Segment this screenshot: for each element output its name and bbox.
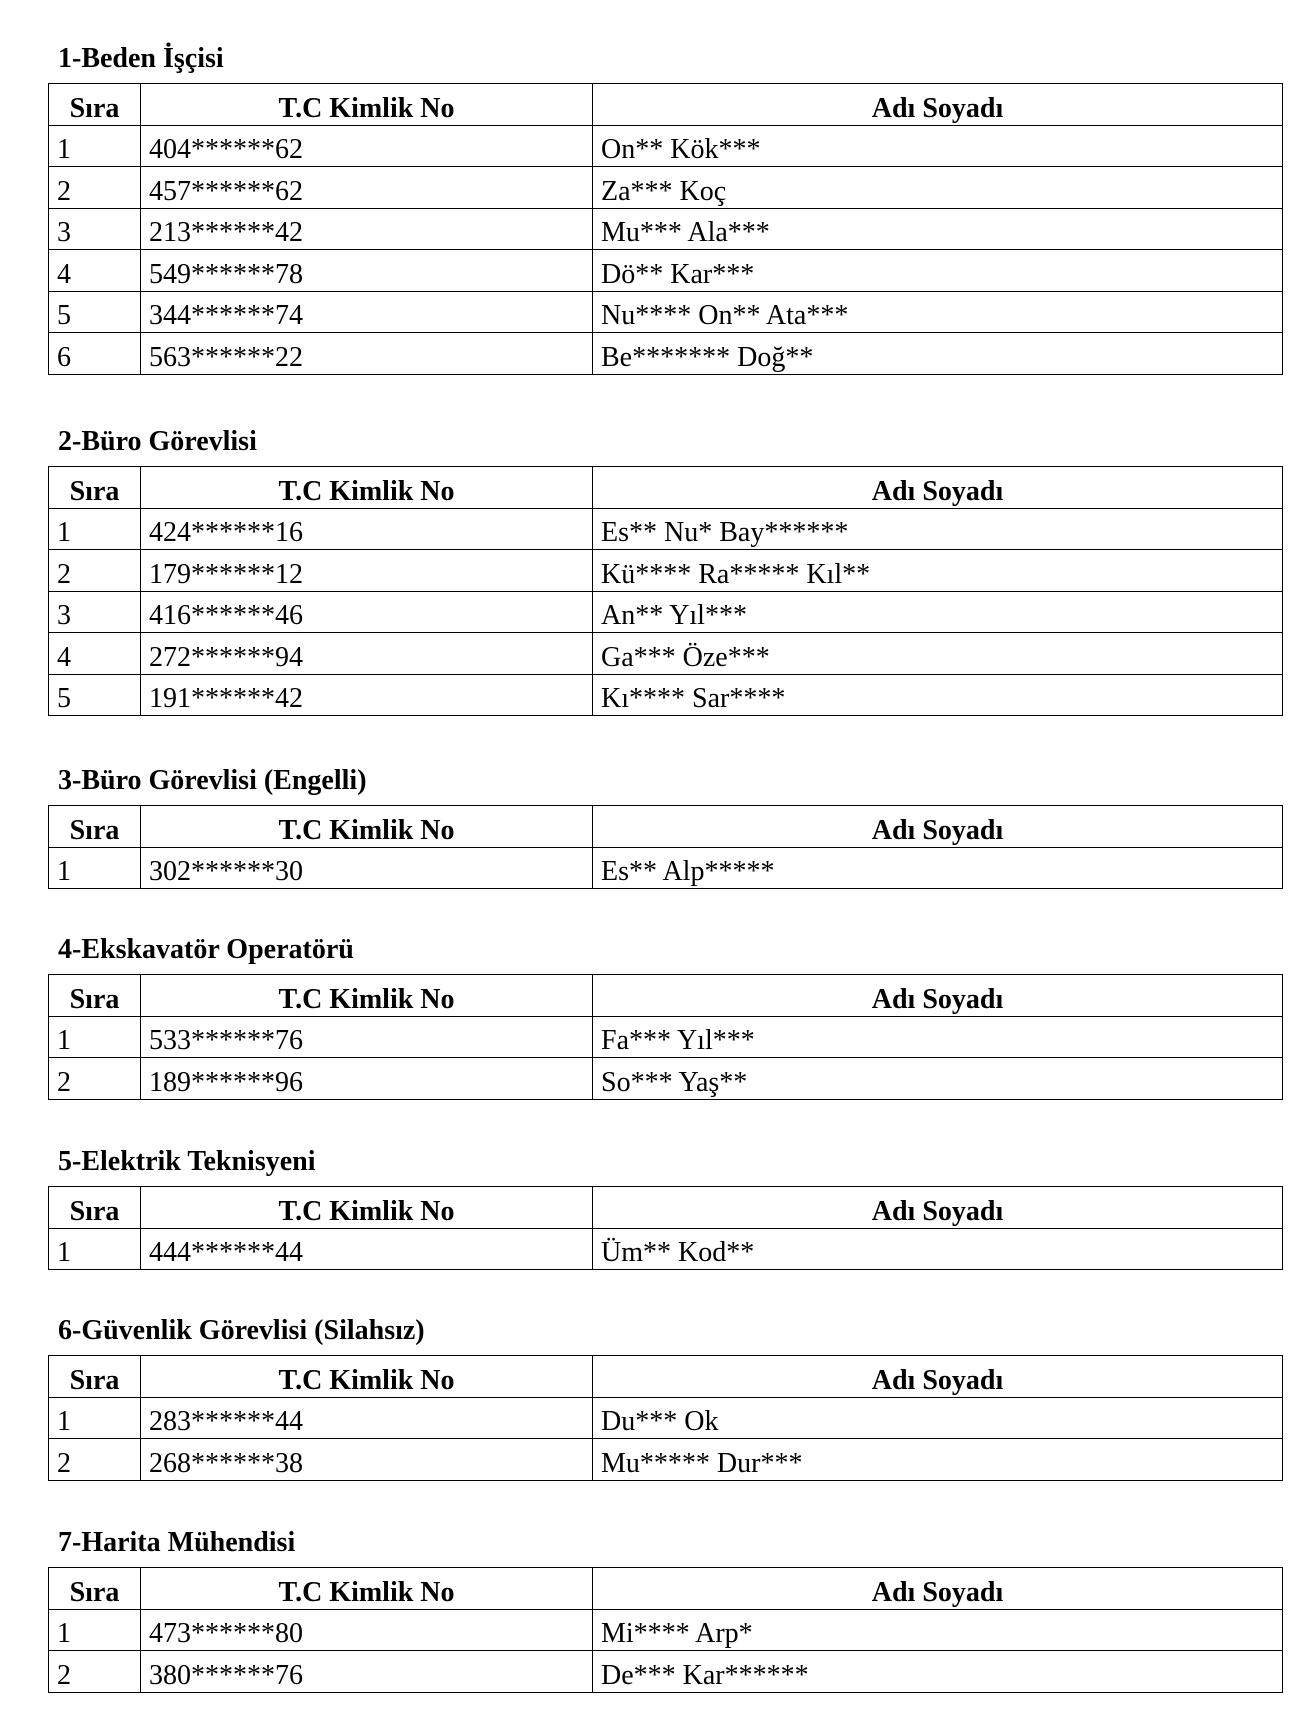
cell-sira: 1 [49, 847, 141, 889]
table-row [49, 1228, 1283, 1270]
section-title: 3-Büro Görevlisi (Engelli) [58, 765, 367, 796]
cell-tc-kimlik-no: 563******22 [141, 333, 593, 375]
header-tc-kimlik-no: T.C Kimlik No [141, 1568, 593, 1610]
cell-tc-kimlik-no: 533******76 [141, 1016, 593, 1058]
cell-tc-kimlik-no: 404******62 [141, 125, 593, 167]
cell-tc-kimlik-no: 424******16 [141, 508, 593, 550]
table-row [49, 1609, 1283, 1651]
cell-sira: 4 [49, 250, 141, 292]
cell-tc-kimlik-no: 283******44 [141, 1397, 593, 1439]
cell-adi-soyadi: An** Yıl*** [593, 591, 1283, 633]
table-row [49, 847, 1283, 889]
cell-adi-soyadi: Nu**** On** Ata*** [593, 291, 1283, 333]
cell-adi-soyadi: Üm** Kod** [593, 1228, 1283, 1270]
header-sira: Sıra [49, 806, 141, 848]
cell-adi-soyadi: Es** Alp***** [593, 847, 1283, 889]
header-tc-kimlik-no: T.C Kimlik No [141, 1187, 593, 1229]
header-adi-soyadi: Adı Soyadı [593, 975, 1283, 1017]
header-tc-kimlik-no: T.C Kimlik No [141, 1356, 593, 1398]
cell-adi-soyadi: So*** Yaş** [593, 1058, 1283, 1100]
header-adi-soyadi: Adı Soyadı [593, 1356, 1283, 1398]
table-row [49, 208, 1283, 250]
cell-sira: 1 [49, 1228, 141, 1270]
table-row [49, 1058, 1283, 1100]
cell-sira: 6 [49, 333, 141, 375]
cell-sira: 5 [49, 674, 141, 716]
cell-tc-kimlik-no: 444******44 [141, 1228, 593, 1270]
section-title: 6-Güvenlik Görevlisi (Silahsız) [58, 1315, 425, 1346]
cell-adi-soyadi: Za*** Koç [593, 167, 1283, 209]
roster-table [48, 466, 1283, 716]
cell-sira: 3 [49, 591, 141, 633]
cell-adi-soyadi: Mu***** Dur*** [593, 1439, 1283, 1481]
cell-tc-kimlik-no: 268******38 [141, 1439, 593, 1481]
table-row [49, 125, 1283, 167]
header-adi-soyadi: Adı Soyadı [593, 467, 1283, 509]
header-tc-kimlik-no: T.C Kimlik No [141, 975, 593, 1017]
cell-adi-soyadi: Kü**** Ra***** Kıl** [593, 550, 1283, 592]
table-row [49, 674, 1283, 716]
cell-sira: 3 [49, 208, 141, 250]
cell-sira: 1 [49, 125, 141, 167]
table-row [49, 167, 1283, 209]
header-tc-kimlik-no: T.C Kimlik No [141, 84, 593, 126]
roster-table [48, 1567, 1283, 1693]
cell-adi-soyadi: Fa*** Yıl*** [593, 1016, 1283, 1058]
header-adi-soyadi: Adı Soyadı [593, 1568, 1283, 1610]
table-header-row [49, 467, 1283, 509]
table-header-row [49, 975, 1283, 1017]
section-title: 1-Beden İşçisi [58, 43, 224, 74]
header-sira: Sıra [49, 1187, 141, 1229]
cell-tc-kimlik-no: 302******30 [141, 847, 593, 889]
cell-tc-kimlik-no: 380******76 [141, 1651, 593, 1693]
cell-tc-kimlik-no: 179******12 [141, 550, 593, 592]
cell-adi-soyadi: Du*** Ok [593, 1397, 1283, 1439]
table-header-row [49, 1187, 1283, 1229]
header-sira: Sıra [49, 975, 141, 1017]
table-row [49, 1651, 1283, 1693]
cell-tc-kimlik-no: 457******62 [141, 167, 593, 209]
table-row [49, 1439, 1283, 1481]
section-title: 4-Ekskavatör Operatörü [58, 934, 354, 965]
cell-tc-kimlik-no: 473******80 [141, 1609, 593, 1651]
table-row [49, 333, 1283, 375]
cell-sira: 1 [49, 1609, 141, 1651]
cell-adi-soyadi: Dö** Kar*** [593, 250, 1283, 292]
cell-adi-soyadi: Es** Nu* Bay****** [593, 508, 1283, 550]
cell-tc-kimlik-no: 416******46 [141, 591, 593, 633]
cell-sira: 2 [49, 1651, 141, 1693]
header-sira: Sıra [49, 84, 141, 126]
cell-tc-kimlik-no: 191******42 [141, 674, 593, 716]
roster-table [48, 83, 1283, 375]
table-row [49, 591, 1283, 633]
table-header-row [49, 1356, 1283, 1398]
table-row [49, 550, 1283, 592]
roster-table [48, 805, 1283, 889]
header-sira: Sıra [49, 1568, 141, 1610]
header-adi-soyadi: Adı Soyadı [593, 1187, 1283, 1229]
header-tc-kimlik-no: T.C Kimlik No [141, 806, 593, 848]
cell-tc-kimlik-no: 549******78 [141, 250, 593, 292]
table-row [49, 291, 1283, 333]
header-sira: Sıra [49, 1356, 141, 1398]
roster-table [48, 1186, 1283, 1270]
cell-sira: 2 [49, 550, 141, 592]
cell-sira: 2 [49, 1439, 141, 1481]
cell-sira: 2 [49, 167, 141, 209]
header-tc-kimlik-no: T.C Kimlik No [141, 467, 593, 509]
section-title: 5-Elektrik Teknisyeni [58, 1146, 316, 1177]
cell-sira: 1 [49, 1016, 141, 1058]
table-header-row [49, 84, 1283, 126]
table-row [49, 250, 1283, 292]
table-row [49, 1016, 1283, 1058]
cell-sira: 4 [49, 633, 141, 675]
section-title: 7-Harita Mühendisi [58, 1527, 296, 1558]
cell-sira: 2 [49, 1058, 141, 1100]
cell-adi-soyadi: Mu*** Ala*** [593, 208, 1283, 250]
header-sira: Sıra [49, 467, 141, 509]
cell-tc-kimlik-no: 344******74 [141, 291, 593, 333]
roster-table [48, 974, 1283, 1100]
cell-adi-soyadi: Ga*** Öze*** [593, 633, 1283, 675]
section-title: 2-Büro Görevlisi [58, 426, 257, 457]
table-row [49, 508, 1283, 550]
table-header-row [49, 806, 1283, 848]
cell-tc-kimlik-no: 213******42 [141, 208, 593, 250]
table-row [49, 633, 1283, 675]
roster-table [48, 1355, 1283, 1481]
cell-sira: 5 [49, 291, 141, 333]
cell-tc-kimlik-no: 272******94 [141, 633, 593, 675]
header-adi-soyadi: Adı Soyadı [593, 84, 1283, 126]
cell-adi-soyadi: De*** Kar****** [593, 1651, 1283, 1693]
cell-adi-soyadi: Be******* Doğ** [593, 333, 1283, 375]
cell-sira: 1 [49, 508, 141, 550]
cell-adi-soyadi: Kı**** Sar**** [593, 674, 1283, 716]
header-adi-soyadi: Adı Soyadı [593, 806, 1283, 848]
cell-adi-soyadi: On** Kök*** [593, 125, 1283, 167]
cell-tc-kimlik-no: 189******96 [141, 1058, 593, 1100]
cell-sira: 1 [49, 1397, 141, 1439]
table-row [49, 1397, 1283, 1439]
table-header-row [49, 1568, 1283, 1610]
cell-adi-soyadi: Mi**** Arp* [593, 1609, 1283, 1651]
